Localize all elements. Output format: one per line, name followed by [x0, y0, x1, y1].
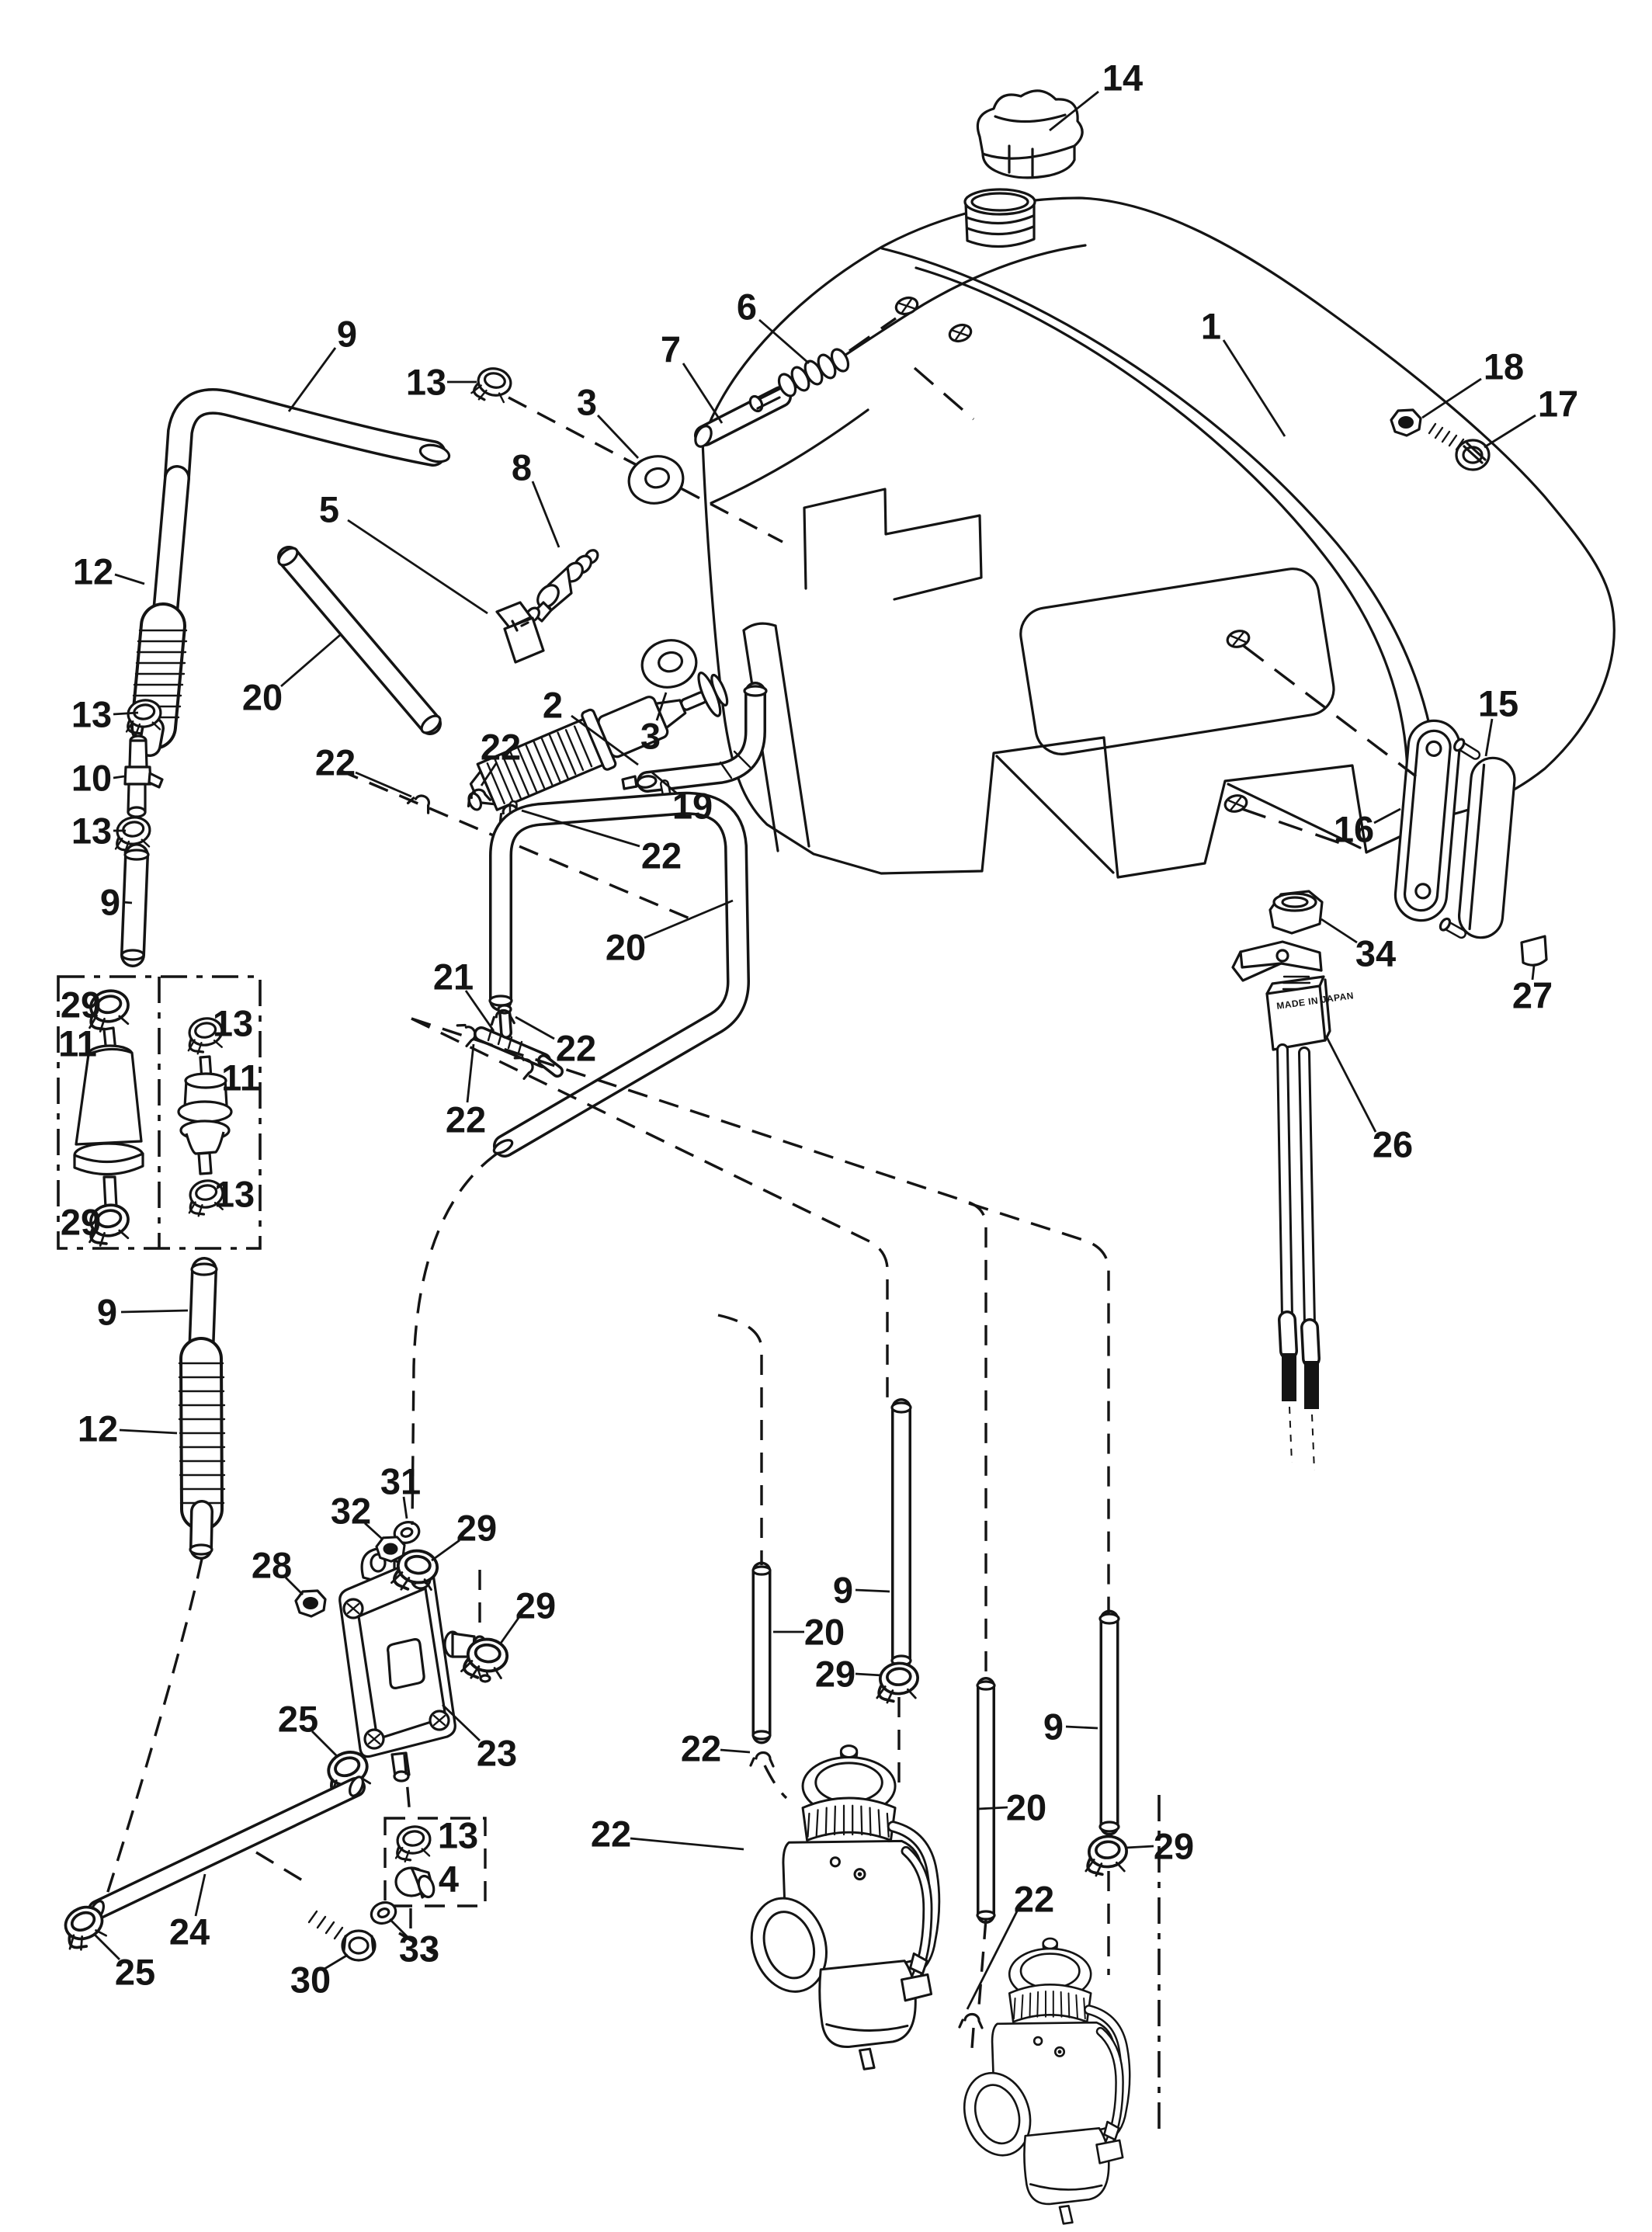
clip-22: [456, 1020, 478, 1047]
elbow-fitting-8: [523, 548, 600, 625]
part-label: 20: [241, 676, 283, 718]
part-label: 25: [277, 1698, 319, 1740]
leader-line: [630, 1838, 744, 1849]
part-label: 20: [1005, 1786, 1047, 1828]
part-label: 22: [445, 1099, 487, 1140]
part-label: 13: [71, 810, 113, 852]
part-label: 26: [1372, 1123, 1414, 1165]
grommet-4: [396, 1868, 436, 1899]
part-label: 22: [680, 1727, 722, 1769]
leader-line: [533, 481, 559, 547]
part-label: 25: [114, 1951, 156, 1993]
part-label: 29: [60, 984, 102, 1026]
part-label: 31: [380, 1460, 422, 1502]
part-label: 9: [99, 881, 121, 923]
leader-line: [113, 776, 124, 778]
part-label: 13: [437, 1814, 479, 1856]
part-label: 34: [1355, 932, 1397, 974]
part-label: 5: [318, 488, 340, 530]
leader-line: [348, 520, 488, 613]
leader-line: [356, 772, 411, 797]
part-label: 27: [1511, 974, 1553, 1016]
leader-line: [120, 1430, 177, 1433]
part-label: 17: [1537, 383, 1579, 425]
part-label: 13: [405, 361, 447, 403]
part-label: 18: [1483, 345, 1525, 387]
grommet-3: [625, 451, 688, 508]
part-label: 7: [660, 328, 682, 370]
part-label: 22: [640, 835, 682, 876]
leader-line: [683, 363, 722, 423]
part-label: 22: [480, 726, 522, 768]
grommet-3: [638, 635, 701, 692]
part-label: 11: [58, 1022, 97, 1064]
part-label: 9: [832, 1569, 854, 1611]
leader-line: [467, 1044, 474, 1102]
fuel-hose-9-carb1: [892, 1403, 911, 1665]
valve-origin-text: MADE IN JAPAN: [1275, 990, 1355, 1012]
leader-line: [515, 1017, 554, 1039]
corrugated-hose-12-lower: [179, 1359, 224, 1554]
tank-nut-18: [1391, 410, 1421, 436]
fuel-valve-26: [1233, 942, 1355, 1470]
fuel-hose-9-carb2: [1100, 1614, 1119, 1831]
leader-line: [121, 1310, 188, 1312]
part-label: 24: [168, 1911, 210, 1953]
leader-line: [1484, 415, 1536, 447]
part-label: 23: [476, 1732, 518, 1774]
nut-28: [296, 1591, 325, 1616]
part-label: 9: [1043, 1706, 1064, 1748]
carburetor-2: [954, 1939, 1126, 2223]
part-label: 22: [590, 1813, 632, 1855]
leader-line: [196, 1874, 205, 1916]
leader-line: [1126, 1846, 1154, 1848]
part-label: 3: [640, 715, 661, 757]
part-label: 15: [1477, 682, 1519, 724]
leader-line: [598, 415, 638, 458]
clamp-29: [1084, 1835, 1128, 1876]
part-label: 9: [96, 1291, 118, 1333]
part-label: 30: [290, 1959, 331, 2001]
clamp-29: [875, 1662, 919, 1703]
part-label: 2: [542, 684, 564, 726]
part-label: 1: [1200, 305, 1222, 347]
part-label: 11: [221, 1057, 260, 1099]
part-label: 29: [456, 1507, 498, 1549]
part-label: 9: [336, 313, 358, 355]
part-label: 20: [605, 926, 647, 968]
bolt-30: [309, 1911, 375, 1960]
part-label: 29: [814, 1653, 856, 1695]
leader-line: [1321, 919, 1357, 942]
part-label: 29: [1153, 1825, 1195, 1867]
clip-22: [960, 2014, 982, 2028]
hose-9-stub: [122, 850, 148, 960]
leader-line: [289, 348, 335, 411]
part-label: 29: [515, 1585, 557, 1626]
filler-neck: [965, 189, 1035, 247]
leader-line: [1066, 1727, 1098, 1728]
part-label: 8: [511, 446, 533, 488]
flap-27: [1522, 936, 1546, 965]
leader-line: [978, 1807, 1008, 1809]
part-label: 22: [555, 1027, 597, 1069]
part-label: 13: [213, 1173, 255, 1215]
leader-line: [856, 1590, 890, 1592]
part-label: 22: [1013, 1878, 1055, 1920]
leader-line: [720, 1750, 750, 1752]
part-label: 12: [77, 1408, 119, 1449]
leader-line: [856, 1674, 882, 1675]
leader-line: [281, 635, 340, 686]
fuel-cap-14: [977, 91, 1082, 178]
part-label: 10: [71, 757, 113, 799]
hose-20-upper: [276, 545, 443, 736]
clip-22: [751, 1752, 773, 1766]
part-label: 12: [72, 550, 114, 592]
part-label: 3: [576, 381, 598, 423]
part-label: 19: [672, 785, 713, 827]
clamp-13: [470, 365, 513, 405]
part-label: 16: [1333, 808, 1375, 850]
vent-tube-20-carb2: [977, 1682, 994, 1919]
leader-line: [1326, 1036, 1376, 1132]
part-label: 4: [438, 1858, 460, 1900]
part-label: 6: [736, 286, 758, 328]
part-label: 20: [803, 1611, 845, 1653]
vent-tube-20-carb1: [753, 1567, 770, 1739]
part-label: 13: [71, 693, 113, 735]
part-label: 21: [432, 956, 474, 998]
part-label: 22: [314, 741, 356, 783]
carburetor-1: [740, 1746, 935, 2070]
fuel-tube-24: [88, 1775, 366, 1921]
part-label: 13: [212, 1002, 254, 1044]
part-label: 14: [1102, 57, 1144, 99]
clamp-13: [392, 1824, 433, 1862]
leader-line: [432, 1540, 460, 1560]
part-label: 28: [251, 1544, 293, 1586]
leader-line: [115, 574, 144, 584]
part-label: 29: [60, 1201, 102, 1243]
leader-line: [113, 713, 138, 714]
valve-nut-34: [1270, 891, 1322, 933]
part-label: 33: [398, 1928, 440, 1970]
hose-20-u: [490, 804, 738, 1156]
t-fitting-21: [481, 1005, 557, 1071]
part-label: 32: [330, 1490, 372, 1532]
leader-line: [123, 902, 132, 903]
